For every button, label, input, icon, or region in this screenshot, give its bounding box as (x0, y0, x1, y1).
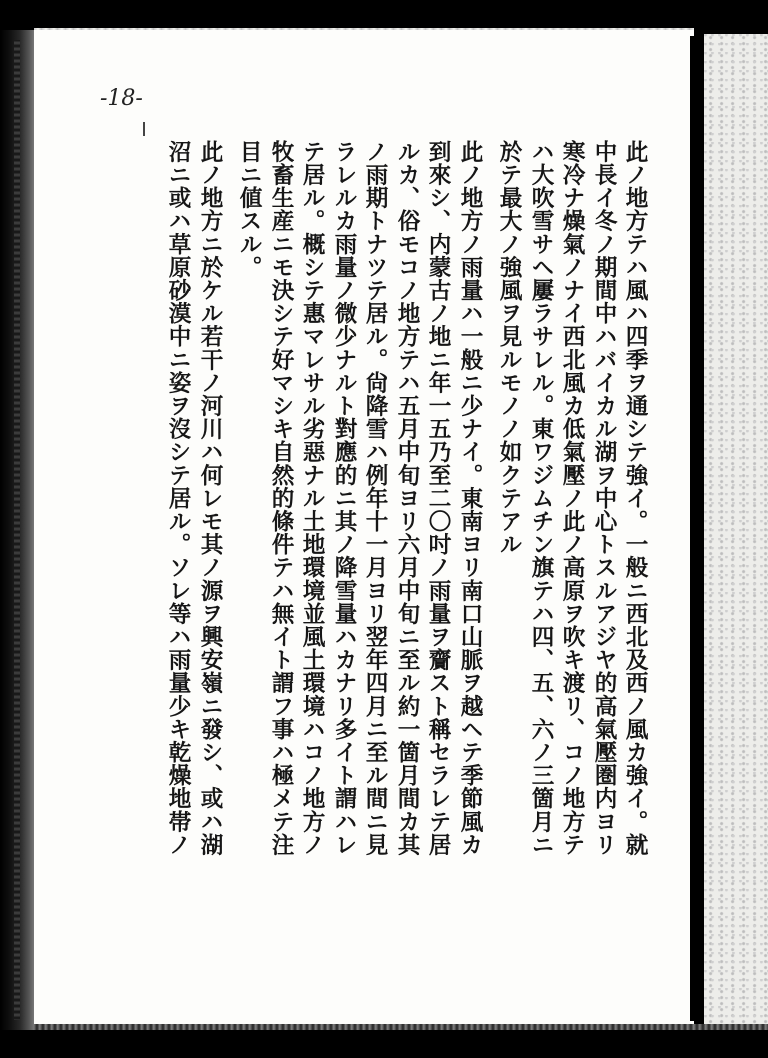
text-column: テ居ル。概シテ惠マレサル劣惡ナル土地環境並風土環境ハコノ地方ノ (299, 140, 325, 857)
text-column: 中長イ冬ノ期間中ハバイカル湖ヲ中心トスルアジヤ的高氣壓圏内ヨリ (591, 140, 617, 857)
text-column: ラレルカ雨量ノ微少ナルト對應的ニ其ノ降雪量ハカナリ多イト謂ハレ (331, 140, 357, 857)
adjacent-page-edge (704, 34, 768, 1029)
text-column: ルカ、俗モコノ地方テハ五月中旬ヨリ六月中旬ニ至ル約一箇月間カ其 (394, 140, 420, 857)
text-column: 到來シ、内蒙古ノ地ニ年一五乃至二〇吋ノ雨量ヲ齎スト稱セラレテ居 (425, 140, 451, 857)
text-column: 此ノ地方ニ於ケル若干ノ河川ハ何レモ其ノ源ヲ興安嶺ニ發シ、或ハ湖 (197, 140, 223, 857)
text-column: 目ニ値スル。 (236, 140, 262, 279)
text-column: ハ大吹雪サヘ屢ラサレル。東ワジムチン旗テハ四、五、六ノ三箇月ニ (528, 140, 554, 857)
text-column: 牧畜生産ニモ決シテ好マシキ自然的條件テハ無イト謂フ事ハ極メテ注 (268, 140, 294, 857)
page-number: -18- (100, 86, 143, 111)
text-column: ノ雨期トナツテ居ル。尙降雪ハ例年十一月ヨリ翌年四月ニ至ル間ニ見 (362, 140, 388, 857)
margin-mark (143, 122, 145, 136)
book-binding-edge (14, 40, 20, 1020)
page-bottom-edge (34, 1024, 768, 1030)
text-column: 沼ニ或ハ草原砂漠中ニ姿ヲ沒シテ居ル。ソレ等ハ雨量少キ乾燥地帯ノ (165, 140, 191, 857)
text-column: 此ノ地方テハ風ハ四季ヲ通シテ強イ。一般ニ西北及西ノ風カ強イ。就 (622, 140, 648, 857)
text-column: 寒冷ナ燥氣ノナイ西北風カ低氣壓ノ此ノ高原ヲ吹キ渡リ、コノ地方テ (559, 140, 585, 857)
page-gutter (690, 36, 704, 1021)
text-column: 此ノ地方ノ雨量ハ一般ニ少ナイ。東南ヨリ南口山脈ヲ越ヘテ季節風カ (457, 140, 483, 857)
text-column: 於テ最大ノ強風ヲ見ルモノノ如クテアル (496, 140, 522, 556)
